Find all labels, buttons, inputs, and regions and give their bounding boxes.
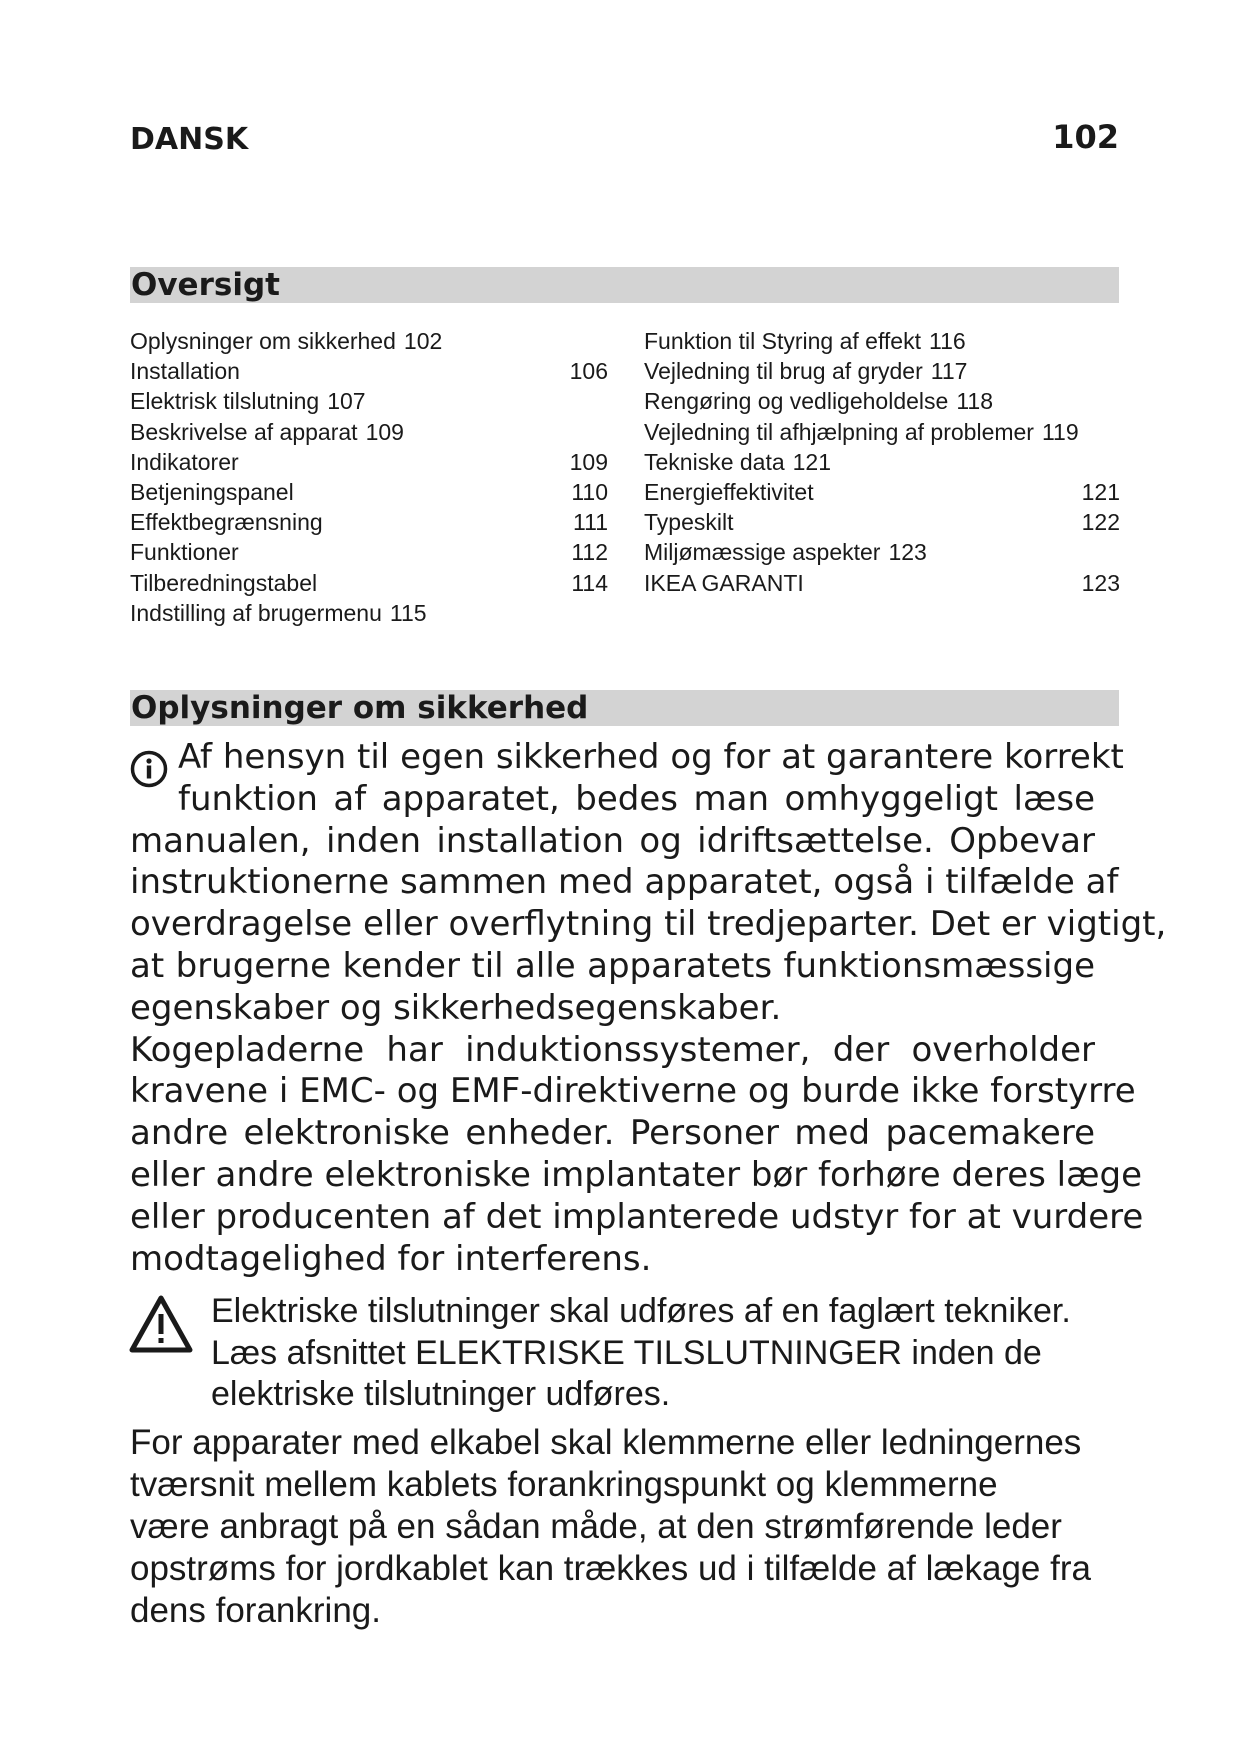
- text-line: eller producenten af det implanterede udstyr for at vurdere: [130, 1196, 1144, 1237]
- toc-entry-page: 111: [573, 509, 608, 536]
- toc-entry-page: 109: [569, 448, 608, 475]
- toc-entry-title: Indstilling af brugermenu: [130, 599, 382, 626]
- text-line: Kogepladerne har induktionssystemer, der overholder: [130, 1029, 1095, 1070]
- text-line: funktion af apparatet, bedes man omhyggeligt læse: [178, 778, 1095, 819]
- toc-entry-page: 109: [365, 418, 404, 445]
- toc-entry-title: Effektbegrænsning: [130, 509, 323, 536]
- warning-icon: [128, 1294, 194, 1354]
- cable-paragraph: [130, 1422, 1130, 1632]
- text-line: være anbragt på en sådan måde, at den strømførende leder: [130, 1507, 1062, 1546]
- toc-entry-page: 118: [956, 388, 993, 415]
- warning-text: [211, 1291, 1111, 1416]
- page-number: 102: [1052, 118, 1119, 156]
- text-line: dens forankring.: [130, 1591, 381, 1630]
- safety-intro-paragraph: [130, 737, 1167, 1280]
- toc-entry-page: 112: [571, 539, 608, 566]
- text-line: tværsnit mellem kablets forankringspunkt og klemmerne: [130, 1465, 998, 1504]
- toc-entry: [130, 326, 608, 356]
- toc-entry-page: 107: [327, 388, 366, 415]
- toc-entry-title: Betjeningspanel: [130, 478, 294, 505]
- toc-entry: [130, 356, 608, 386]
- toc-entry-title: Rengøring og vedligeholdelse: [644, 388, 949, 415]
- toc-entry: [644, 417, 1120, 447]
- toc-entry: [130, 477, 608, 507]
- toc-entry-page: 121: [792, 448, 832, 475]
- toc-left-column: [130, 326, 608, 628]
- text-line: Elektriske tilslutninger skal udføres af en faglært tekniker.: [211, 1292, 1071, 1330]
- text-line: opstrøms for jordkablet kan trækkes ud i tilfælde af lækage fra: [130, 1549, 1091, 1588]
- toc-entry: [130, 417, 608, 447]
- overview-title: Oversigt: [131, 267, 280, 303]
- toc-entry: [644, 507, 1120, 537]
- toc-entry: [644, 537, 1120, 567]
- text-line: Af hensyn til egen sikkerhed og for at garantere korrekt: [178, 737, 1124, 777]
- toc-entry: [130, 537, 608, 567]
- toc-entry-title: Tilberedningstabel: [130, 569, 318, 596]
- toc-entry-page: 114: [571, 569, 608, 596]
- toc-entry-page: 106: [569, 358, 608, 385]
- text-line: andre elektroniske enheder. Personer med pacemakere: [130, 1113, 1095, 1154]
- safety-title: Oplysninger om sikkerhed: [131, 690, 589, 726]
- language-label: DANSK: [130, 122, 249, 157]
- toc-entry-title: Oplysninger om sikkerhed: [130, 328, 396, 354]
- toc-right-column: [644, 326, 1120, 598]
- toc-entry: [130, 447, 608, 477]
- toc-entry: [130, 386, 608, 416]
- text-line: kravene i EMC- og EMF-direktiverne og burde ikke forstyrre: [130, 1071, 1136, 1112]
- toc-entry-title: Indikatorer: [130, 448, 239, 475]
- toc-entry: [644, 447, 1120, 477]
- text-line: elektriske tilslutninger udføres.: [211, 1375, 671, 1413]
- toc-entry-page: 117: [930, 358, 968, 385]
- safety-section-header: [130, 690, 1119, 726]
- text-line: at brugerne kender til alle apparatets funktionsmæssige: [130, 945, 1095, 986]
- toc-entry: [130, 507, 608, 537]
- toc-entry-page: 115: [389, 599, 427, 626]
- text-line: egenskaber og sikkerhedsegenskaber.: [130, 987, 782, 1028]
- toc-entry: [644, 386, 1120, 416]
- toc-entry-title: Funktioner: [130, 539, 239, 566]
- toc-entry: [644, 477, 1120, 507]
- toc-entry-title: Miljømæssige aspekter: [644, 539, 881, 566]
- text-line: For apparater med elkabel skal klemmerne eller ledningernes: [130, 1423, 1082, 1462]
- toc-entry-title: Vejledning til brug af gryder: [644, 358, 923, 385]
- text-line: overdragelse eller overflytning til tredjeparter. Det er vigtigt,: [130, 904, 1167, 945]
- toc-entry-page: 119: [1041, 418, 1079, 445]
- toc-entry-page: 122: [1081, 509, 1120, 536]
- text-line: modtagelighed for interferens.: [130, 1238, 652, 1279]
- toc-entry: [644, 568, 1120, 598]
- toc-entry-title: Vejledning til afhjælpning af problemer: [644, 418, 1034, 445]
- toc-entry-page: 102: [403, 328, 443, 354]
- toc-entry: [644, 326, 1120, 356]
- toc-entry-page: 123: [888, 539, 927, 566]
- toc-entry-page: 116: [929, 328, 966, 354]
- toc-entry: [644, 356, 1120, 386]
- toc-entry-title: Tekniske data: [644, 448, 785, 475]
- toc-entry-page: 123: [1081, 569, 1120, 596]
- toc-entry-title: Installation: [130, 358, 240, 385]
- text-line: eller andre elektroniske implantater bør forhøre deres læge: [130, 1154, 1142, 1195]
- toc-entry-title: Typeskilt: [644, 509, 734, 536]
- toc-entry-page: 121: [1081, 478, 1120, 505]
- text-line: manualen, inden installation og idriftsættelse. Opbevar: [130, 820, 1095, 861]
- overview-section-header: [130, 267, 1119, 303]
- toc-entry: [130, 598, 608, 628]
- toc-entry-title: Energieffektivitet: [644, 478, 814, 505]
- toc-entry-title: Beskrivelse af apparat: [130, 418, 358, 445]
- toc-entry-title: IKEA GARANTI: [644, 569, 804, 596]
- toc-entry: [130, 568, 608, 598]
- toc-entry-page: 110: [571, 478, 608, 505]
- text-line: Læs afsnittet ELEKTRISKE TILSLUTNINGER inden de: [211, 1333, 1042, 1372]
- text-line: instruktionerne sammen med apparatet, også i tilfælde af: [130, 862, 1119, 903]
- toc-entry-title: Elektrisk tilslutning: [130, 388, 320, 415]
- toc-entry-title: Funktion til Styring af effekt: [644, 328, 921, 354]
